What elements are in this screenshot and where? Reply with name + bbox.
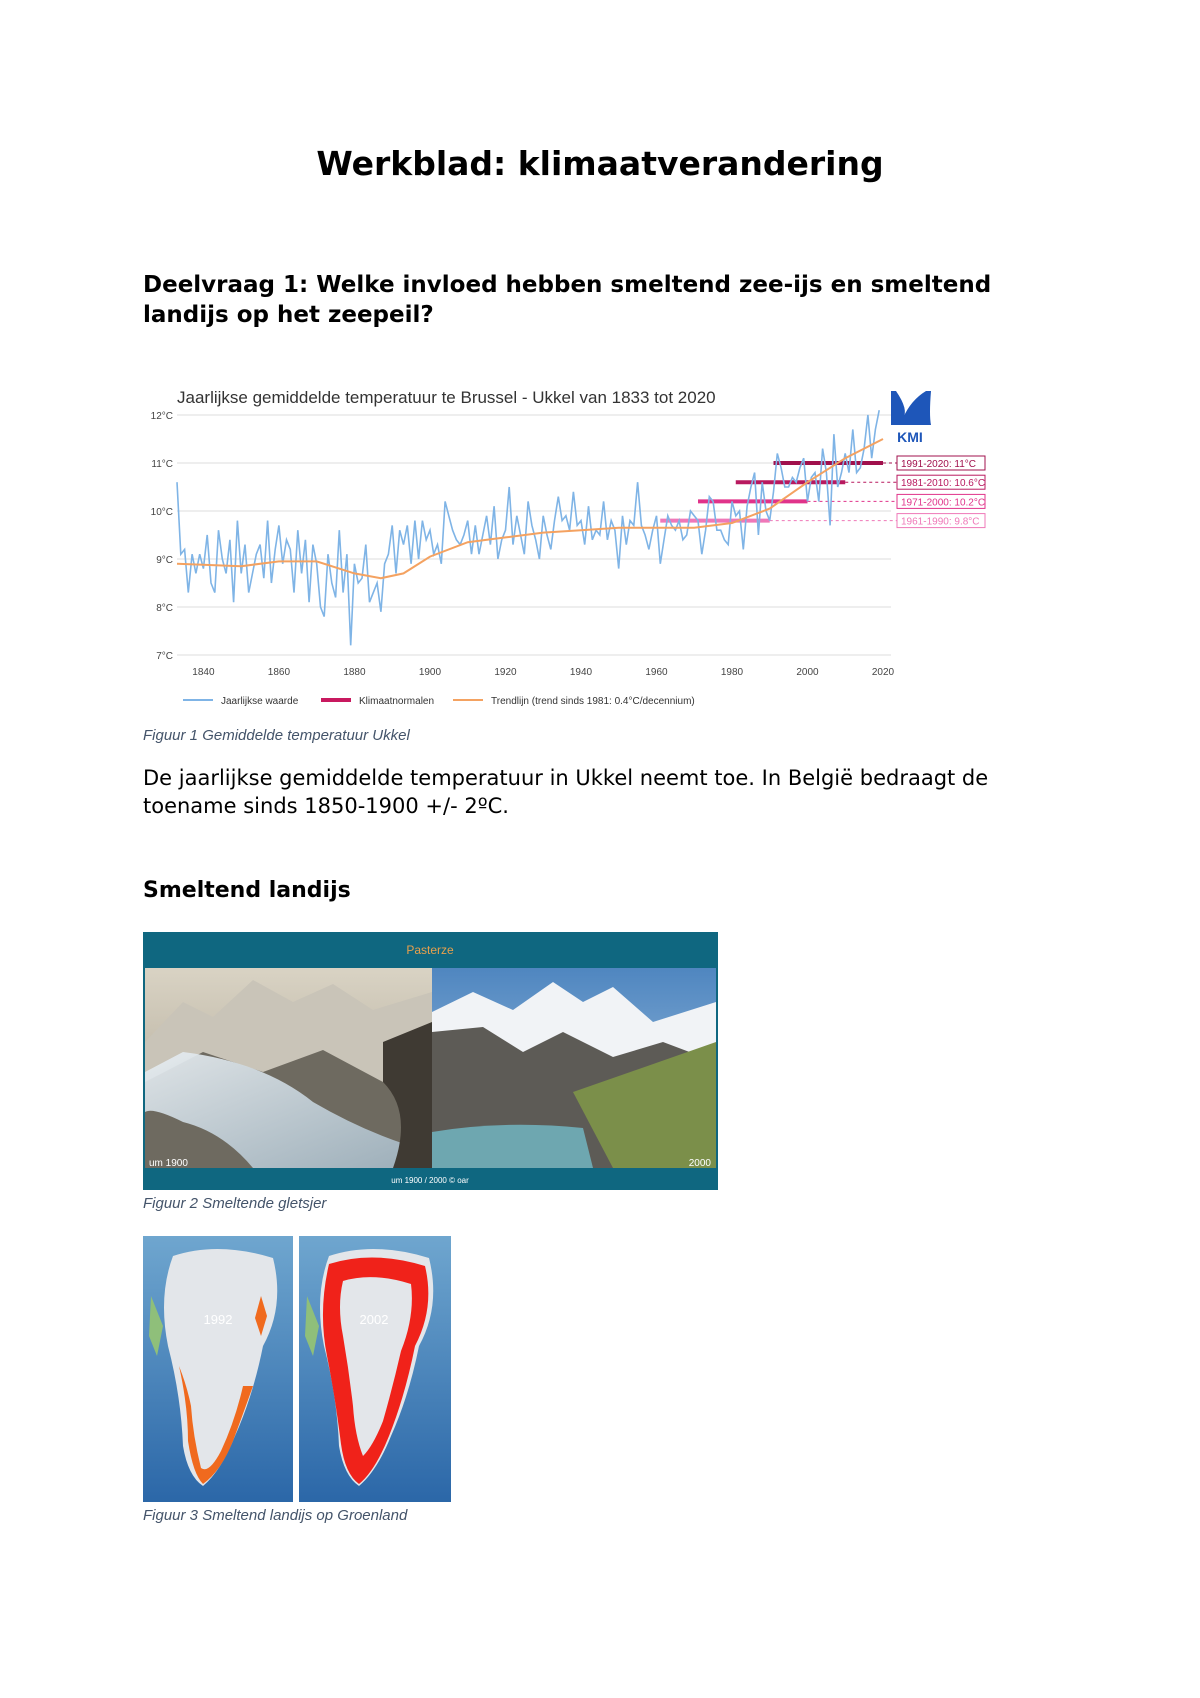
- kmi-logo-text: KMI: [897, 429, 923, 445]
- x-tick-label: 1920: [494, 667, 517, 678]
- greenland-year-1992: 1992: [203, 1312, 233, 1327]
- kmi-logo: [891, 391, 931, 445]
- legend-label: Klimaatnormalen: [359, 696, 435, 707]
- figure-2-caption: Figuur 2 Smeltende gletsjer: [143, 1195, 327, 1212]
- y-tick-label: 9°C: [156, 555, 173, 566]
- chart-title: Jaarlijkse gemiddelde temperatuur te Brussel - Ukkel van 1833 tot 2020: [177, 388, 716, 407]
- temperature-chart: [143, 370, 986, 715]
- climate-normal-label: 1961-1990: 9.8°C: [901, 516, 980, 528]
- x-tick-label: 2020: [871, 667, 895, 678]
- x-tick-label: 1900: [418, 667, 442, 678]
- body-paragraph: De jaarlijkse gemiddelde temperatuur in Ukkel neemt toe. In België bedraagt de toename sinds 1850-1900 +/- 2ºC.: [143, 766, 989, 818]
- y-tick-label: 7°C: [156, 651, 173, 662]
- x-tick-label: 1880: [343, 667, 366, 678]
- x-tick-label: 1980: [720, 667, 744, 678]
- greenland-year-2002: 2002: [359, 1312, 389, 1327]
- glacier-lake: [432, 1125, 593, 1168]
- greenland-map-1992: [143, 1236, 293, 1502]
- kmi-logo-mark: [891, 391, 931, 425]
- greenland-maps: [143, 1236, 451, 1502]
- figure-1-caption: Figuur 1 Gemiddelde temperatuur Ukkel: [143, 727, 410, 744]
- x-tick-label: 1960: [645, 667, 668, 678]
- legend-label: Trendlijn (trend sinds 1981: 0.4°C/decennium): [491, 696, 695, 707]
- climate-normal-label: 1991-2020: 11°C: [901, 459, 976, 470]
- y-tick-label: 11°C: [151, 459, 173, 470]
- section-heading: Smeltend landijs: [143, 878, 351, 903]
- annual-values-line: [177, 410, 879, 645]
- x-tick-label: 1840: [192, 667, 215, 678]
- x-tick-label: 2000: [796, 667, 819, 678]
- glacier-bottom-label: um 1900 / 2000 © oar: [391, 1176, 469, 1185]
- y-tick-label: 8°C: [156, 603, 173, 614]
- climate-normal-label: 1971-2000: 10.2°C: [901, 497, 986, 509]
- question-heading: Deelvraag 1: Welke invloed hebben smeltend zee-ijs en smeltend landijs op het zeepeil?: [143, 272, 992, 328]
- climate-normal-label: 1981-2010: 10.6°C: [901, 478, 986, 490]
- glacier-photo: [143, 932, 718, 1190]
- glacier-left-label: um 1900: [149, 1158, 188, 1169]
- greenland-map-2002: [299, 1236, 451, 1502]
- figure-3-caption: Figuur 3 Smeltend landijs op Groenland: [143, 1507, 408, 1524]
- glacier-photo-title: Pasterze: [406, 943, 454, 957]
- legend-label: Jaarlijkse waarde: [221, 696, 299, 707]
- glacier-right-label: 2000: [688, 1158, 711, 1169]
- x-tick-label: 1940: [569, 667, 593, 678]
- y-tick-label: 10°C: [150, 507, 173, 518]
- y-tick-label: 12°C: [150, 411, 173, 422]
- page-title: Werkblad: klimaatverandering: [316, 144, 884, 183]
- x-tick-label: 1860: [267, 667, 291, 678]
